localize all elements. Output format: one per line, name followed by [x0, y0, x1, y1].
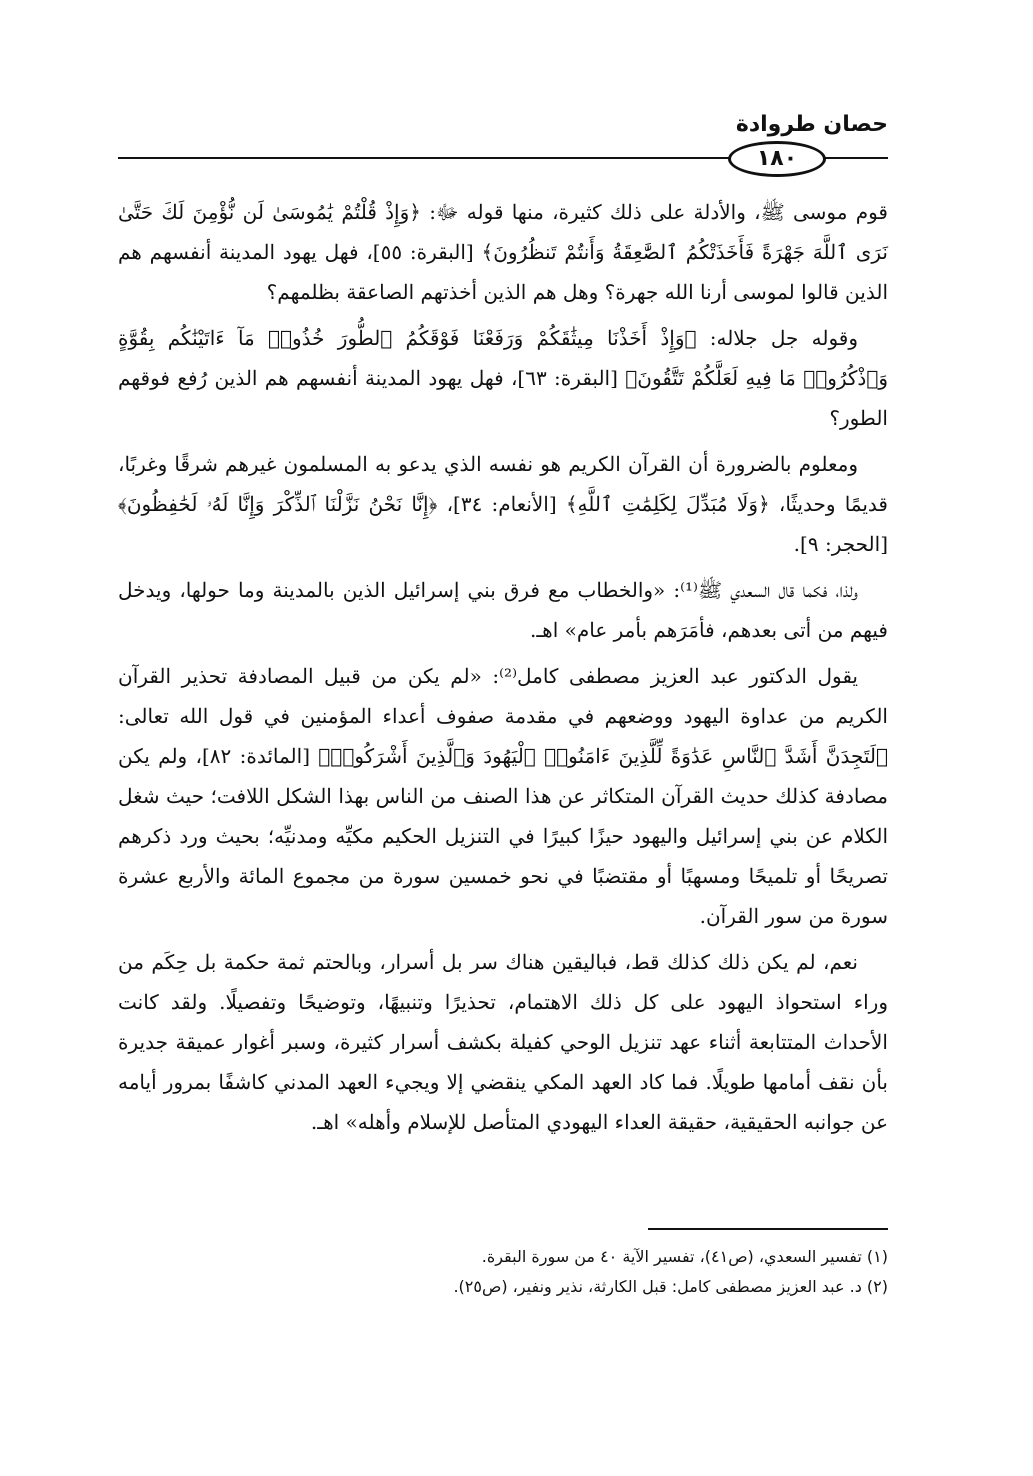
footnote: (٢) د. عبد العزيز مصطفى كامل: قبل الكارثة، نذير ونفير، (ص٢٥).	[453, 1277, 888, 1296]
page-header	[118, 112, 888, 182]
paragraph: وقوله جل جلاله: ﴿وَإِذْ أَخَذْنَا مِيثَٰقَكُمْ وَرَفَعْنَا فَوْقَكُمُ ٱلطُّورَ خُذُوا۟ مَآ ءَاتَيْنَٰكُم بِقُوَّةٍ وَٱذْكُرُوا۟ مَا فِيهِ لَعَلَّكُمْ تَتَّقُونَ﴾ [البقرة: ٦٣]، فهل يهود المدينة أنفسهم هم الذين رُفع فوقهم الطور؟	[118, 326, 888, 430]
paragraph: ولذا، فكما قال السعدي ﷺ⁽¹⁾: «والخطاب مع فرق بني إسرائيل الذين بالمدينة وما حولها، ويدخل فيهم من أتى بعدهم، فأمَرَهم بأمر عام» اهـ.	[118, 578, 888, 642]
footnote-rule	[648, 1228, 888, 1230]
body-text	[118, 192, 888, 1148]
book-title: حصان طروادة	[735, 112, 888, 137]
paragraph: قوم موسى ﷺ، والأدلة على ذلك كثيرة، منها قوله ﷻ: ﴿وَإِذْ قُلْتُمْ يَٰمُوسَىٰ لَن نُّؤْمِنَ لَكَ حَتَّىٰ نَرَى ٱللَّهَ جَهْرَةً فَأَخَذَتْكُمُ ٱلصَّٰعِقَةُ وَأَنتُمْ تَنظُرُونَ﴾ [البقرة: ٥٥]، فهل يهود المدينة أنفسهم هم الذين قالوا لموسى أرنا الله جهرة؟ وهل هم الذين أخذتهم الصاعقة بظلمهم؟	[118, 200, 889, 304]
footnote: (١) تفسير السعدي، (ص٤١)، تفسير الآية ٤٠ من سورة البقرة.	[481, 1247, 888, 1266]
paragraph: ومعلوم بالضرورة أن القرآن الكريم هو نفسه الذي يدعو به المسلمون غيرهم شرقًا وغربًا، قديمًا وحديثًا، ﴿وَلَا مُبَدِّلَ لِكَلِمَٰتِ ٱللَّهِ﴾ [الأنعام: ٣٤]، ﴿إِنَّا نَحْنُ نَزَّلْنَا ٱلذِّكْرَ وَإِنَّا لَهُۥ لَحَٰفِظُونَ﴾ [الحجر: ٩].	[118, 452, 888, 556]
paragraph: يقول الدكتور عبد العزيز مصطفى كامل⁽²⁾: «لم يكن من قبيل المصادفة تحذير القرآن الكريم من عداوة اليهود ووضعهم في مقدمة صفوف أعداء المؤمنين في قول الله تعالى: ﴿لَتَجِدَنَّ أَشَدَّ ٱلنَّاسِ عَدَٰوَةً لِّلَّذِينَ ءَامَنُوا۟ ٱلْيَهُودَ وَٱلَّذِينَ أَشْرَكُوا۟﴾ [المائدة: ٨٢]، ولم يكن مصادفة كذلك حديث القرآن المتكاثر عن هذا الصنف من الناس بهذا الشكل اللافت؛ حيث شغل الكلام عن بني إسرائيل واليهود حيزًا كبيرًا في التنزيل الحكيم مكيِّه ومدنيِّه؛ بحيث ورد ذكرهم تصريحًا أو تلميحًا ومسهبًا أو مقتضبًا في نحو خمسين سورة من مجموع المائة والأربع عشرة سورة من سور القرآن.	[118, 664, 888, 928]
paragraph: نعم، لم يكن ذلك كذلك قط، فباليقين هناك سر بل أسرار، وبالحتم ثمة حكمة بل حِكَم من وراء استحواذ اليهود على كل ذلك الاهتمام، تحذيرًا وتنبيهًا، وتوضيحًا وتفصيلًا. ولقد كانت الأحداث المتتابعة أثناء عهد تنزيل الوحي كفيلة بكشف أسرار كثيرة، وسبر أغوار عميقة جديرة بأن نقف أمامها طويلًا. فما كاد العهد المكي ينقضي إلا ويجيء العهد المدني كاشفًا بمرور أيامه عن جوانبه الحقيقية، حقيقة العداء اليهودي المتأصل للإسلام وأهله» اهـ.	[118, 950, 888, 1134]
footnotes	[118, 1228, 888, 1302]
page-number: ١٨٠	[728, 141, 826, 177]
